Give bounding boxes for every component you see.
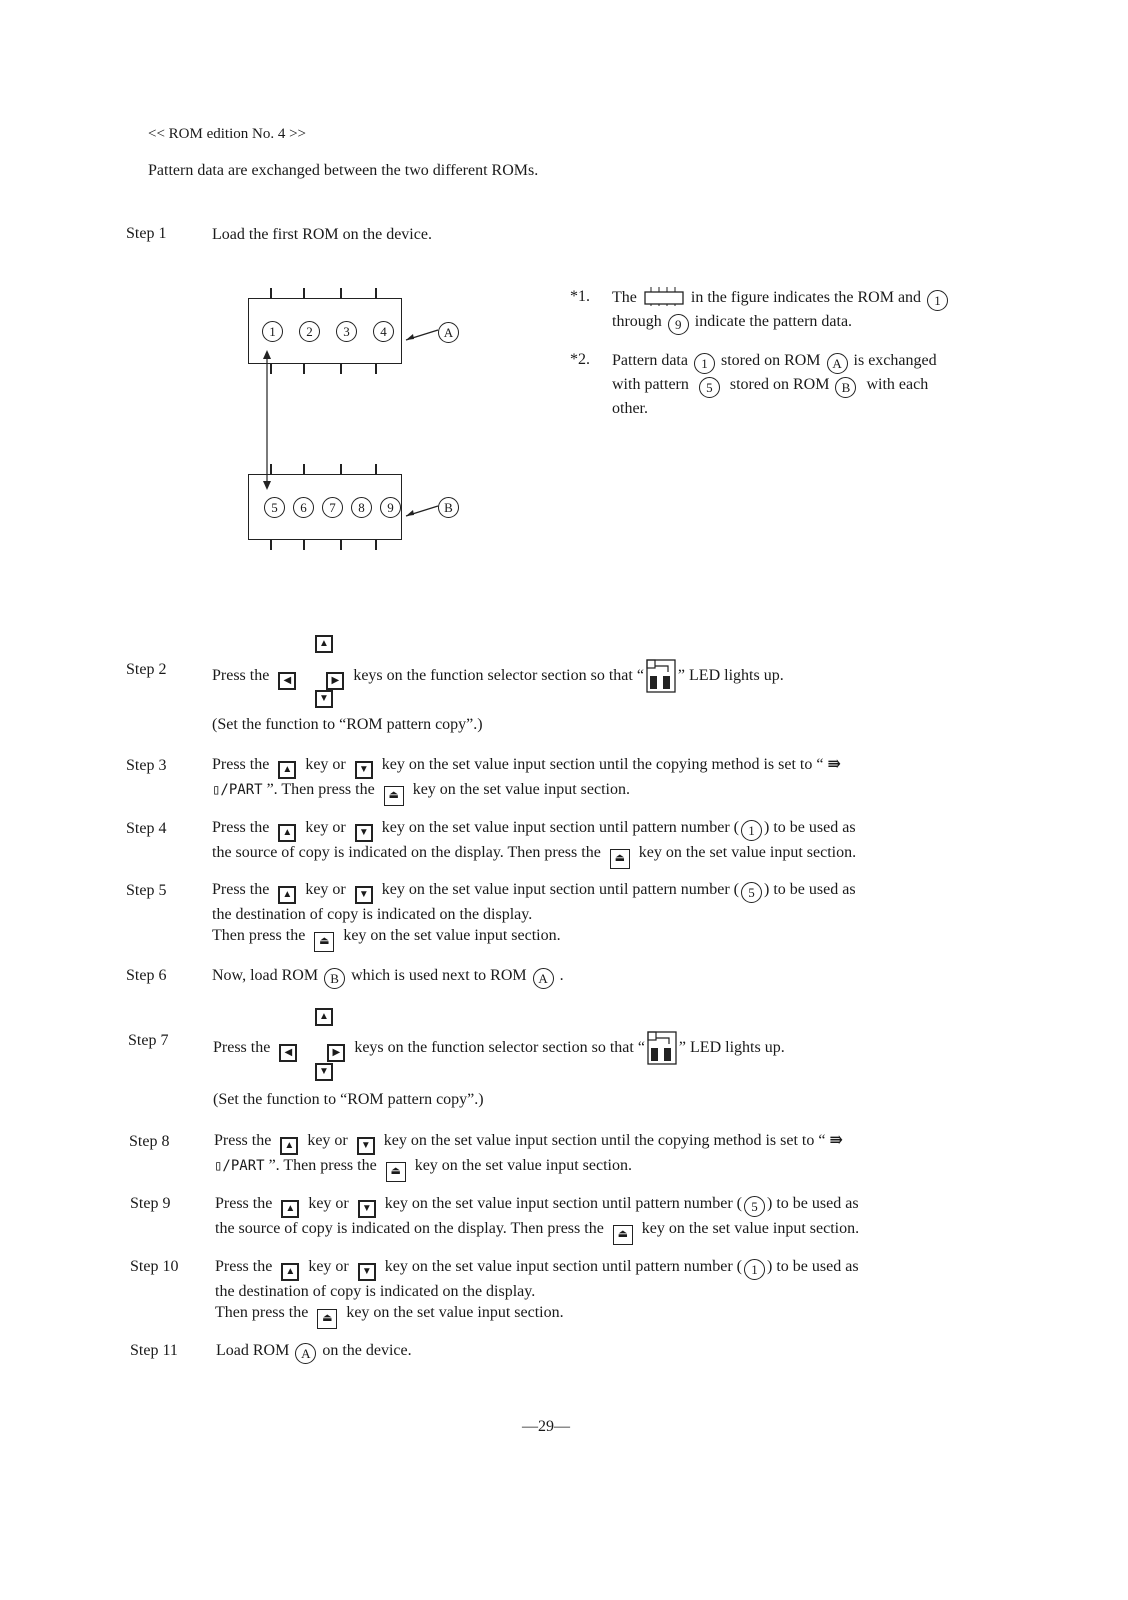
pattern-9-marker: 9 [380, 497, 401, 518]
function-right-key[interactable]: ▶ [326, 672, 344, 690]
step-7-text: Press the ◀ ▶ keys on the function selector section so that “ ” LED lights up. [213, 1030, 785, 1066]
rom-chip-icon [641, 286, 687, 306]
full-copy-icon: ⇛ [827, 756, 841, 773]
pattern-7-marker: 7 [322, 497, 343, 518]
enter-key[interactable]: ⏏ [610, 849, 630, 869]
up-arrow-icon: ▲ [315, 1008, 333, 1026]
function-left-key[interactable]: ◀ [278, 672, 296, 690]
step-6-text: Now, load ROM B which is used next to ROM A . [212, 965, 564, 989]
step-4-text: Press the ▲ key or ▼ key on the set value input section until pattern number ( 1 ) to be used as the source of copy is indicated on the display. Then press the ⏏ key on the set value input section. [212, 817, 856, 869]
note-2-mark: *2. [570, 351, 590, 368]
pattern-1-marker: 1 [262, 321, 283, 342]
pattern-8-marker: 8 [351, 497, 372, 518]
step-1-text: Load the first ROM on the device. [212, 226, 432, 243]
pattern-5-marker: 5 [264, 497, 285, 518]
up-arrow-icon: ▲ [315, 635, 333, 653]
up-key[interactable]: ▲ [278, 761, 296, 779]
step-11-text: Load ROM A on the device. [216, 1340, 412, 1364]
enter-key[interactable]: ⏏ [314, 932, 334, 952]
down-key[interactable]: ▼ [355, 886, 373, 904]
step-6-label: Step 6 [126, 967, 167, 984]
up-key[interactable]: ▲ [278, 824, 296, 842]
function-left-key[interactable]: ◀ [279, 1044, 297, 1062]
rom-a-label: A [438, 322, 459, 343]
step-5-label: Step 5 [126, 882, 167, 899]
note-2: Pattern data 1 stored on ROM A is exchanged with pattern 5 stored on ROM B with each other. [612, 352, 937, 417]
enter-key[interactable]: ⏏ [384, 786, 404, 806]
step-7-label: Step 7 [128, 1032, 169, 1049]
step-9-label: Step 9 [130, 1195, 171, 1212]
down-key[interactable]: ▼ [357, 1137, 375, 1155]
full-copy-icon: ⇛ [829, 1132, 843, 1149]
step-2-label: Step 2 [126, 661, 167, 678]
down-key[interactable]: ▼ [355, 761, 373, 779]
pattern-2-marker: 2 [299, 321, 320, 342]
rom-b-label: B [438, 497, 459, 518]
step-9-text: Press the ▲ key or ▼ key on the set value input section until pattern number ( 5 ) to be used as the source of copy is indicated on the display. Then press the ⏏ key on the set value input section. [215, 1193, 859, 1245]
rom-b-patterns [262, 496, 403, 518]
note-1: The in the figure indicates the ROM and 1 through 9 indicate the pattern data. [612, 286, 950, 335]
page-number: —29— [522, 1418, 570, 1435]
enter-key[interactable]: ⏏ [613, 1225, 633, 1245]
pattern-6-marker: 6 [293, 497, 314, 518]
step-4-label: Step 4 [126, 820, 167, 837]
up-key[interactable]: ▲ [278, 886, 296, 904]
step-8-label: Step 8 [129, 1133, 170, 1150]
down-key[interactable]: ▼ [358, 1263, 376, 1281]
step-8-text: Press the ▲ key or ▼ key on the set value input section until the copying method is set to “ ⇛ ▯/PART ”. Then press the ⏏ key on the set value input section. [214, 1130, 843, 1182]
exchange-arrow-icon [258, 350, 278, 490]
up-key[interactable]: ▲ [281, 1200, 299, 1218]
step-1-label: Step 1 [126, 225, 167, 242]
up-key[interactable]: ▲ [280, 1137, 298, 1155]
up-key[interactable]: ▲ [281, 1263, 299, 1281]
down-arrow-icon: ▼ [315, 1063, 333, 1081]
step-10-label: Step 10 [130, 1258, 179, 1275]
rom-copy-led-icon [646, 658, 676, 694]
function-right-key[interactable]: ▶ [327, 1044, 345, 1062]
pattern-3-marker: 3 [336, 321, 357, 342]
down-key[interactable]: ▼ [358, 1200, 376, 1218]
rom-copy-led-icon [647, 1030, 677, 1066]
step-10-text: Press the ▲ key or ▼ key on the set value input section until pattern number ( 1 ) to be used as the destination of copy is indicated on the display. Then press the ⏏ key on the set value input section. [215, 1256, 859, 1329]
step-5-text: Press the ▲ key or ▼ key on the set value input section until pattern number ( 5 ) to be used as the destination of copy is indicated on the display. Then press the ⏏ key on the set value input section. [212, 879, 856, 952]
down-key[interactable]: ▼ [355, 824, 373, 842]
enter-key[interactable]: ⏏ [317, 1309, 337, 1329]
pattern-4-marker: 4 [373, 321, 394, 342]
step-2-text: Press the ◀ ▶ keys on the function selector section so that “ ” LED lights up. [212, 658, 784, 694]
step-7-sub: (Set the function to “ROM pattern copy”.) [213, 1091, 484, 1108]
intro-text: Pattern data are exchanged between the two different ROMs. [148, 162, 539, 179]
step-3-label: Step 3 [126, 757, 167, 774]
function-up-key[interactable] [315, 1003, 333, 1026]
step-11-label: Step 11 [130, 1342, 178, 1359]
section-header: << ROM edition No. 4 >> [148, 126, 307, 142]
down-arrow-icon: ▼ [315, 690, 333, 708]
enter-key[interactable]: ⏏ [386, 1162, 406, 1182]
step-2-sub: (Set the function to “ROM pattern copy”.) [212, 716, 483, 733]
rom-a-patterns [260, 320, 396, 342]
step-3-text: Press the ▲ key or ▼ key on the set value input section until the copying method is set to “ ⇛ ▯/PART ”. Then press the ⏏ key on the set value input section. [212, 754, 841, 806]
note-1-mark: *1. [570, 288, 590, 305]
function-up-key[interactable] [315, 630, 333, 653]
